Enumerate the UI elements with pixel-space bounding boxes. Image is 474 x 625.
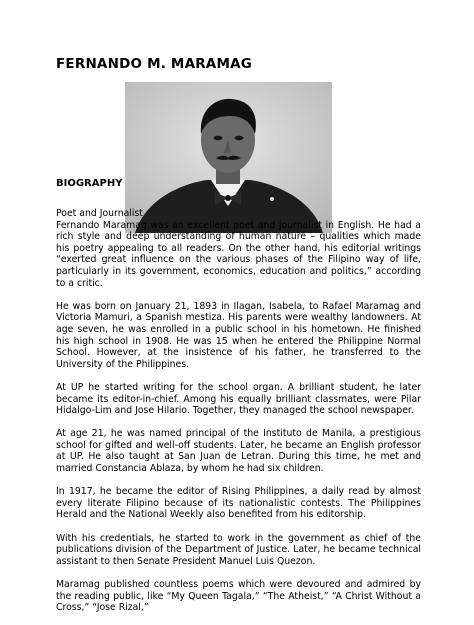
paragraph: Maramag published countless poems which were devoured and admired by the reading public, like “My Queen Tagala,” “The Atheist,” “A Christ Without a Cross,” “Jose Rizal,” (56, 579, 421, 614)
paragraph: With his credentials, he started to work in the government as chief of the publications division of the Department of Justice. Later, he became technical assistant to then Senate President Manuel Luis Quezon. (56, 532, 421, 567)
paragraph: He was born on January 21, 1893 in Ilagan, Isabela, to Rafael Maramag and Victoria Mamuri, a Spanish mestiza. His parents were wealthy landowners. At age seven, he was enrolled in a public school in his hometown. He finished his high school in 1908. He was 15 when he entered the Philippine Normal School. However, at the insistence of his father, he transferred to the University of the Philippines. (56, 300, 421, 370)
subtitle-label: Poet and Journalist (56, 208, 143, 219)
paragraph: Fernando Maramag was an excellent poet and journalist in English. He had a rich style and deep understanding of human nature – qualities which made his poetry appealing to all readers. On the other hand, his editorial writings “exerted great influence on the various phases of the Filipino way of life, particularly in its government, economics, education and politics,” according to a critic. (56, 219, 421, 289)
section-heading: BIOGRAPHY (56, 178, 123, 189)
paragraph: At age 21, he was named principal of the Instituto de Manila, a prestigious school for gifted and well-off students. Later, he became an English professor at UP. He also taught at San Juan de Letran. During this time, he met and married Constancia Ablaza, by whom he had six children. (56, 428, 421, 475)
paragraph: At UP he started writing for the school organ. A brilliant student, he later became its editor-in-chief. Among his equally brilliant classmates, were Pilar Hidalgo-Lim and Jose Hilario. Together, they managed the school newspaper. (56, 381, 421, 417)
paragraph: In 1917, he became the editor of Rising Philippines, a daily read by almost every literate Filipino because of its nationalistic contests. The Philippines Herald and the National Weekly also benefited from his editorship. (56, 486, 421, 521)
page-title: FERNANDO M. MARAMAG (56, 56, 253, 72)
article-body (56, 208, 421, 625)
